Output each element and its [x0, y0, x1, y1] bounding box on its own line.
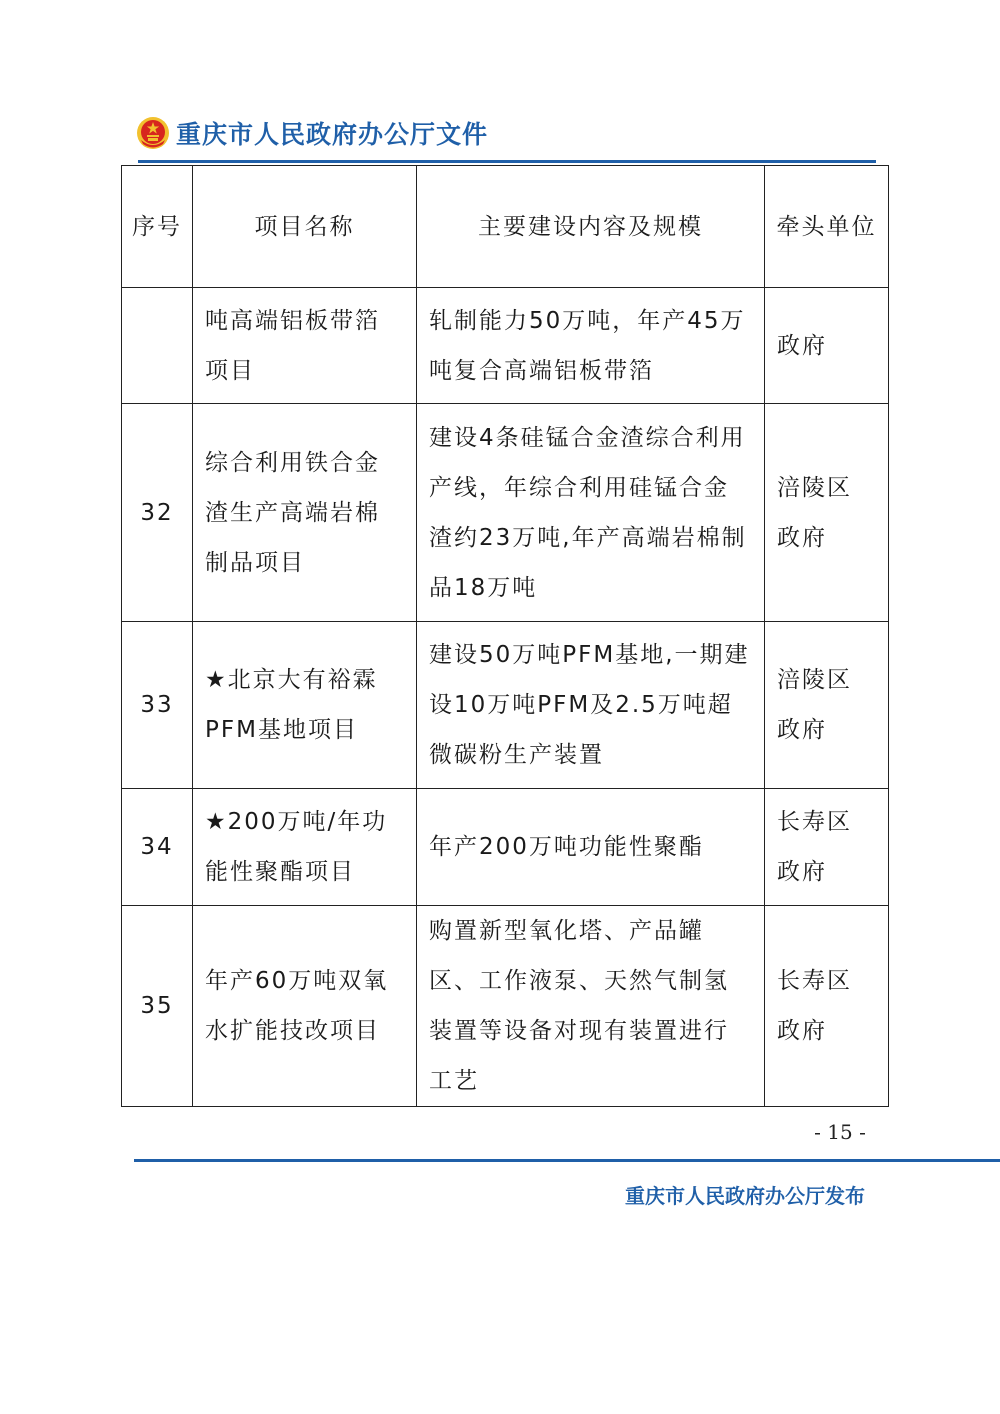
row-number: 34	[122, 789, 193, 906]
row-project-name: ★北京大有裕霖PFM基地项目	[193, 622, 417, 789]
table-row	[122, 404, 889, 622]
column-header-number: 序号	[122, 166, 193, 288]
header-divider	[138, 160, 876, 163]
row-project-name: 吨高端铝板带箔项目	[193, 288, 417, 404]
column-header-content: 主要建设内容及规模	[417, 166, 765, 288]
row-content: 购置新型氧化塔、产品罐区、工作液泵、天然气制氢装置等设备对现有装置进行工艺	[417, 906, 765, 1107]
row-content: 建设50万吨PFM基地,一期建设10万吨PFM及2.5万吨超微碳粉生产装置	[417, 622, 765, 789]
row-lead-unit: 长寿区政府	[765, 906, 889, 1107]
row-lead-unit: 长寿区政府	[765, 789, 889, 906]
table-header-row	[122, 166, 889, 288]
table-row	[122, 622, 889, 789]
document-header-title: 重庆市人民政府办公厅文件	[176, 120, 489, 149]
column-header-lead-unit: 牵头单位	[765, 166, 889, 288]
table-row	[122, 906, 889, 1107]
row-content: 轧制能力50万吨，年产45万吨复合高端铝板带箔	[417, 288, 765, 404]
row-project-name: 年产60万吨双氧水扩能技改项目	[193, 906, 417, 1107]
document-header	[136, 113, 488, 153]
row-project-name: 综合利用铁合金渣生产高端岩棉制品项目	[193, 404, 417, 622]
row-content: 建设4条硅锰合金渣综合利用产线，年综合利用硅锰合金渣约23万吨,年产高端岩棉制品18万吨	[417, 404, 765, 622]
row-lead-unit: 涪陵区政府	[765, 622, 889, 789]
row-project-name: ★200万吨/年功能性聚酯项目	[193, 789, 417, 906]
footer-publisher: 重庆市人民政府办公厅发布	[625, 1184, 865, 1208]
row-number: 32	[122, 404, 193, 622]
row-lead-unit: 政府	[765, 288, 889, 404]
table-row	[122, 288, 889, 404]
row-number: 35	[122, 906, 193, 1107]
row-lead-unit: 涪陵区政府	[765, 404, 889, 622]
project-table	[121, 165, 889, 1107]
row-content: 年产200万吨功能性聚酯	[417, 789, 765, 906]
national-emblem-icon	[136, 116, 170, 150]
table-row	[122, 789, 889, 906]
column-header-project-name: 项目名称	[193, 166, 417, 288]
row-number	[122, 288, 193, 404]
footer-divider	[134, 1159, 1000, 1162]
page-number: - 15 -	[814, 1120, 866, 1144]
row-number: 33	[122, 622, 193, 789]
